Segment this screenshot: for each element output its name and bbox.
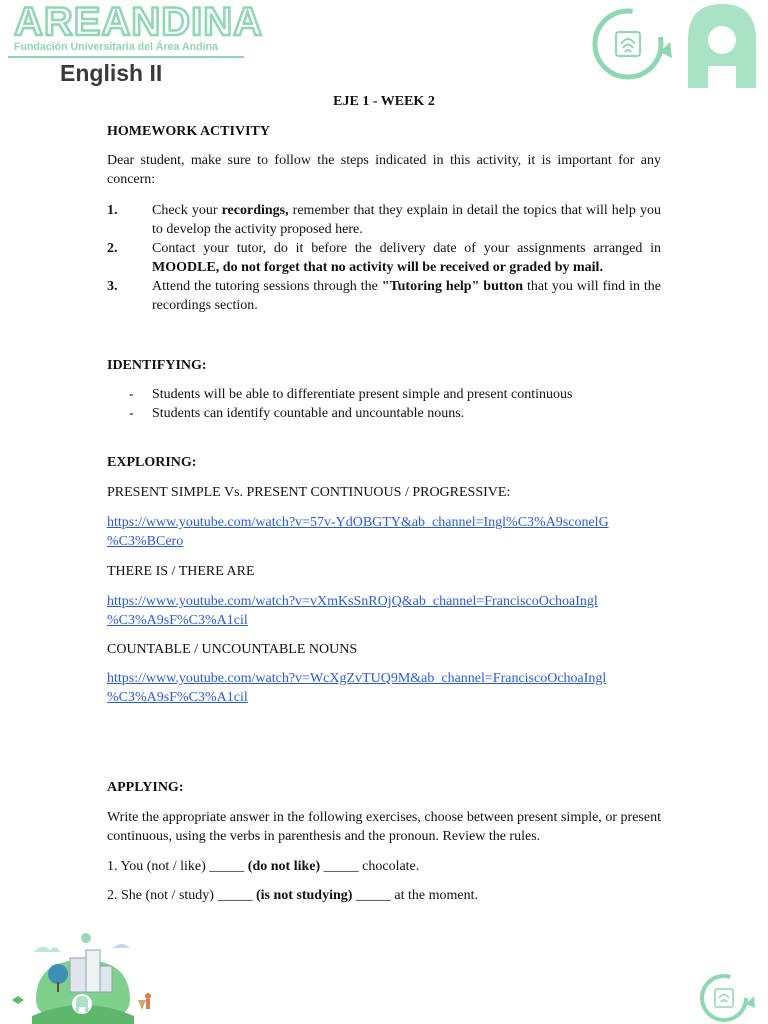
applying-intro: Write the appropriate answer in the following exercises, choose between present simple, or present continuous, using the verbs in parenthesis and the pronoun. Review the rules. xyxy=(107,810,661,844)
fingerprint-cycle-icon xyxy=(588,0,768,92)
video-link[interactable]: https://www.youtube.com/watch?v=vXmKsSnROjQ&ab_channel=FranciscoOchoaIngl %C3%A9sF%C3%A1cil xyxy=(107,594,598,628)
topic-label: THERE IS / THERE ARE xyxy=(107,564,255,579)
fingerprint-cycle-icon-small xyxy=(688,970,760,1024)
identifying-heading: IDENTIFYING: xyxy=(107,358,207,373)
step-text: Check your recordings, remember that they explain in detail the topics that will help you to develop the activity proposed here. xyxy=(152,203,661,237)
areandina-a-icon xyxy=(688,4,756,88)
exercise-item: 1. You (not / like) _____ (do not like) _____ chocolate. xyxy=(107,859,420,874)
green-city-illustration xyxy=(8,930,158,1024)
step-number: 1. xyxy=(107,203,118,218)
step-text: Attend the tutoring sessions through the "Tutoring help" button that you will find in the recordings section. xyxy=(152,279,662,313)
homework-heading: HOMEWORK ACTIVITY xyxy=(107,124,270,139)
step-text: Contact your tutor, do it before the delivery date of your assignments arranged in MOODLE, do not forget that no activity will be received or graded by mail. xyxy=(152,241,661,275)
logo-subtitle: Fundación Universitaria del Área Andina xyxy=(14,41,218,53)
applying-heading: APPLYING: xyxy=(107,780,184,795)
step-3 xyxy=(107,277,661,317)
exploring-heading: EXPLORING: xyxy=(107,455,197,470)
intro-paragraph: Dear student, make sure to follow the steps indicated in this activity, it is important for any concern: xyxy=(107,153,661,187)
video-link[interactable]: https://www.youtube.com/watch?v=57v-YdOBGTY&ab_channel=Ingl%C3%A9sconelG %C3%BCero xyxy=(107,515,609,549)
areandina-logo xyxy=(8,0,263,62)
step-1 xyxy=(107,201,661,241)
topic-label: COUNTABLE / UNCOUNTABLE NOUNS xyxy=(107,642,358,657)
exercise-item: 2. She (not / study) _____ (is not studying) _____ at the moment. xyxy=(107,888,479,903)
topic-label: PRESENT SIMPLE Vs. PRESENT CONTINUOUS / PROGRESSIVE: xyxy=(107,485,511,500)
logo-underline xyxy=(8,56,244,58)
step-2 xyxy=(107,239,661,279)
step-number: 2. xyxy=(107,241,118,256)
document-title: EJE 1 - WEEK 2 xyxy=(333,94,435,109)
logo-wordmark: AREANDINA xyxy=(14,0,263,44)
video-link[interactable]: https://www.youtube.com/watch?v=WcXgZvTUQ9M&ab_channel=FranciscoOchoaIngl %C3%A9sF%C3%A1cil xyxy=(107,671,607,705)
step-number: 3. xyxy=(107,279,118,294)
course-title: English II xyxy=(60,60,163,86)
